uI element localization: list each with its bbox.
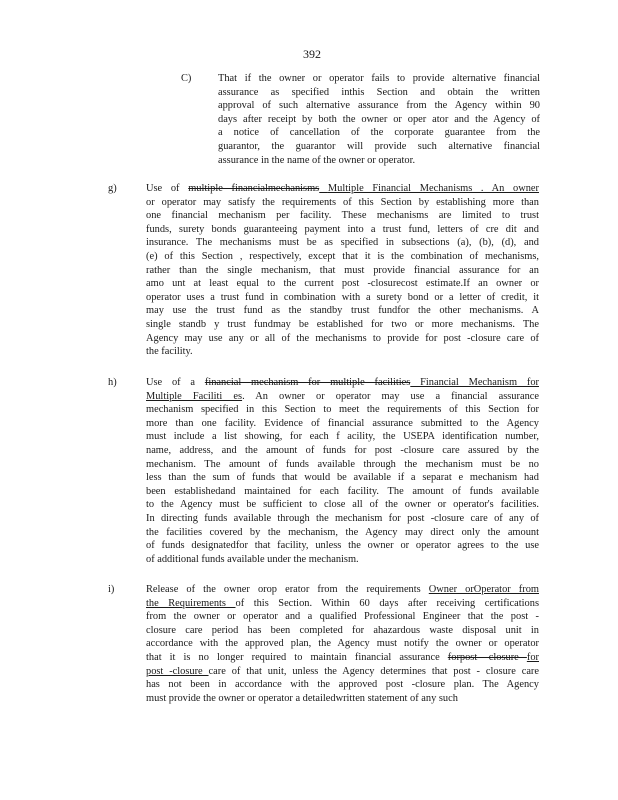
text-line bbox=[146, 458, 539, 472]
text-run: a notice of cancellation of the corporate guarantee from the bbox=[218, 127, 540, 139]
text-line bbox=[146, 692, 539, 706]
clause-text bbox=[146, 376, 539, 566]
text-line bbox=[146, 678, 539, 692]
text-run: from the owner or operator and a qualified Professional Engineer that the post - bbox=[146, 611, 539, 623]
text-line bbox=[146, 277, 539, 291]
text-run: the facilities covered by the mechanism, the Agency may direct only the amount bbox=[146, 526, 539, 538]
text-line bbox=[218, 86, 540, 100]
text-run: insurance. The mechanisms must be as specified in subsections (a), (b), (d), and bbox=[146, 237, 539, 249]
text-line bbox=[146, 651, 539, 665]
text-line bbox=[146, 223, 539, 237]
text-run: or operator may satisfy the requirements of this Section by establishing more than bbox=[146, 196, 539, 208]
text-run: Release of the owner orop erator from the requirements bbox=[146, 584, 429, 595]
text-run: the facility. bbox=[146, 346, 193, 358]
deleted-text: forpost -closure bbox=[447, 651, 527, 663]
text-line bbox=[146, 196, 539, 210]
text-line bbox=[146, 390, 539, 404]
text-line bbox=[146, 512, 539, 526]
text-run: care of that unit, unless the Agency determines that post - closure care bbox=[208, 665, 539, 677]
text-line bbox=[146, 624, 539, 638]
text-line bbox=[146, 403, 539, 417]
inserted-text: Financial Mechanism for bbox=[410, 377, 539, 388]
text-run: may use the trust fund as the standby trust fundfor the other mechanisms. A bbox=[146, 305, 539, 317]
text-run: been establishedand maintained for each facility. The amount of funds available bbox=[146, 485, 539, 497]
text-line bbox=[146, 182, 539, 196]
text-run: rather than the single mechanism, that must provide financial assurance for an bbox=[146, 264, 539, 276]
text-line bbox=[146, 485, 539, 499]
text-line bbox=[218, 113, 540, 127]
text-run: closure care period has been completed for ahazardous waste disposal unit in bbox=[146, 624, 539, 636]
text-run: That if the owner or operator fails to provide alternative financial bbox=[218, 73, 540, 84]
text-line bbox=[146, 430, 539, 444]
text-run: has not been in accordance with the approved post -closure plan. The Agency bbox=[146, 679, 539, 691]
text-run: mechanism. The amount of funds available through the mechanism must be no bbox=[146, 458, 539, 470]
text-run: of this Section. Within 60 days after receiving certifications bbox=[235, 597, 539, 609]
text-run: Agency may use any or all of the mechanisms to provide for post -closure care of bbox=[146, 332, 539, 344]
text-line bbox=[146, 498, 539, 512]
text-line bbox=[146, 250, 539, 264]
text-line bbox=[218, 99, 540, 113]
text-line bbox=[146, 665, 539, 679]
text-line bbox=[218, 140, 540, 154]
clause-label: h) bbox=[108, 377, 117, 388]
text-line bbox=[146, 471, 539, 485]
text-line bbox=[146, 304, 539, 318]
text-run: assurance as specified inthis Section and obtain the written bbox=[218, 86, 540, 98]
text-run: Use of bbox=[146, 183, 189, 194]
text-run: In directing funds available through the mechanism for post -closure care of any of bbox=[146, 512, 539, 524]
inserted-text: Owner orOperator from bbox=[428, 584, 539, 595]
clause-label: g) bbox=[108, 183, 117, 194]
text-line bbox=[146, 332, 539, 346]
text-run: amo unt at least equal to the current post -closurecost estimate.If an owner or bbox=[146, 278, 539, 290]
inserted-text: Multiple Faciliti es bbox=[146, 390, 243, 402]
text-run: Use of a bbox=[146, 377, 205, 388]
text-line bbox=[146, 444, 539, 458]
text-run: operator uses a trust fund in combination with a surety bond or a letter of credit, it bbox=[146, 291, 539, 303]
text-run: one financial mechanism per facility. These mechanisms are limited to trust bbox=[146, 210, 539, 222]
text-run: . An owner or operator may use a financial assurance bbox=[242, 390, 539, 402]
inserted-text: for bbox=[526, 651, 539, 663]
clause-label: i) bbox=[108, 584, 115, 595]
text-run: less than the sum of funds that would be available if a separat e mechanism had bbox=[146, 472, 539, 484]
text-line bbox=[146, 526, 539, 540]
text-line bbox=[218, 154, 540, 168]
text-run: assurance in the name of the owner or operator. bbox=[218, 154, 416, 166]
text-run: approval of such alternative assurance from the Agency within 90 bbox=[218, 100, 540, 112]
clause-text bbox=[146, 583, 539, 705]
text-run: accordance with the approved plan, the Agency must notify the owner or operator bbox=[146, 638, 539, 650]
text-run: of additional funds available under the mechanism. bbox=[146, 553, 359, 565]
text-line bbox=[146, 583, 539, 597]
text-line bbox=[146, 553, 539, 567]
text-line bbox=[146, 610, 539, 624]
text-line bbox=[146, 236, 539, 250]
text-line bbox=[218, 72, 540, 86]
text-line bbox=[146, 209, 539, 223]
text-line bbox=[146, 318, 539, 332]
clause-text bbox=[218, 72, 540, 167]
clause-label: C) bbox=[181, 73, 192, 84]
text-line bbox=[146, 376, 539, 390]
text-line bbox=[146, 264, 539, 278]
text-run: must include a list showing, for each f acility, the USEPA identification number, bbox=[146, 431, 539, 443]
text-line bbox=[146, 345, 539, 359]
deleted-text: multiple financialmechanisms bbox=[188, 183, 320, 194]
deleted-text: financial mechanism for multiple facilities bbox=[204, 377, 411, 388]
text-line bbox=[218, 126, 540, 140]
text-run: guarantor, the guarantor will provide such alternative financial bbox=[218, 140, 540, 152]
text-run: days after receipt by both the owner or oper ator and the Agency of bbox=[218, 113, 540, 125]
text-line bbox=[146, 291, 539, 305]
text-line bbox=[146, 417, 539, 431]
text-line bbox=[146, 597, 539, 611]
text-run: more than one facility. Evidence of financial assurance submitted to the Agency bbox=[146, 417, 539, 429]
inserted-text: the Requirements bbox=[146, 597, 236, 609]
inserted-text: post -closure bbox=[146, 665, 209, 677]
text-run: mechanism specified in this Section to meet the requirements of this Section for bbox=[146, 404, 539, 416]
text-line bbox=[146, 637, 539, 651]
text-run: to the Agency must be sufficient to close all of the owner or operator's facilities. bbox=[146, 499, 539, 511]
text-run: must provide the owner or operator a detailedwritten statement of any such bbox=[146, 692, 458, 704]
inserted-text: Multiple Financial Mechanisms . An owner bbox=[327, 183, 539, 194]
inserted-text bbox=[319, 183, 328, 194]
text-run: single standb y trust fundmay be established for two or more mechanisms. The bbox=[146, 318, 539, 330]
page-number: 392 bbox=[303, 47, 321, 61]
text-line bbox=[146, 539, 539, 553]
clause-text bbox=[146, 182, 539, 359]
text-run: (e) of this Section , respectively, except that it is the combination of mechanisms, bbox=[146, 250, 539, 262]
text-run: funds, surety bonds guaranteeing payment into a trust fund, letters of cre dit and bbox=[146, 223, 539, 235]
text-run: that it is no longer required to maintain financial assurance bbox=[146, 651, 448, 663]
text-run: of funds designatedfor that facility, unless the owner or operator agrees to the use bbox=[146, 540, 539, 552]
text-run: name, address, and the amount of funds for post -closure care assured by the bbox=[146, 444, 539, 456]
